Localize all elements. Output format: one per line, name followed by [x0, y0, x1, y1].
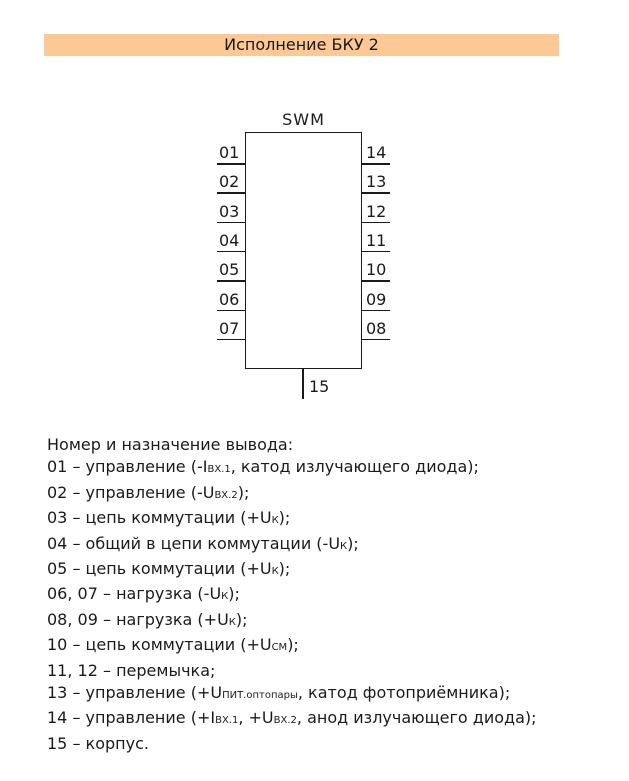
- title-banner: [44, 34, 559, 56]
- pin-label-08: 08: [366, 318, 387, 338]
- note-line: 05 – цепь коммутации (+UК);: [47, 559, 291, 579]
- note-line: 08, 09 – нагрузка (+UК);: [47, 609, 248, 629]
- note-line: 10 – цепь коммутации (+UСМ);: [47, 635, 299, 655]
- pin-label-03: 03: [219, 201, 240, 221]
- chip-name: SWM: [282, 110, 325, 129]
- note-line: 13 – управление (+UПИТ.оптопары, катод фотоприёмника);: [47, 683, 511, 703]
- notes-heading: Номер и назначение вывода:: [47, 435, 294, 454]
- pin-label-04: 04: [219, 230, 240, 250]
- pin-label-05: 05: [219, 260, 240, 280]
- pin-label-12: 12: [366, 201, 387, 221]
- pin-label-10: 10: [366, 260, 387, 280]
- note-line: 03 – цепь коммутации (+UК);: [47, 508, 291, 528]
- note-line: 04 – общий в цепи коммутации (-UК);: [47, 533, 359, 553]
- pin-line-01: [217, 163, 245, 165]
- pin-line-12: [362, 222, 390, 224]
- note-line: 01 – управление (-IВХ.1, катод излучающего диода);: [47, 457, 479, 477]
- notes-list: [47, 456, 537, 755]
- pin-label-13: 13: [366, 172, 387, 192]
- pin-label-09: 09: [366, 289, 387, 309]
- pin-line-02: [217, 192, 245, 194]
- pin-line-14: [362, 163, 390, 165]
- pin-label-07: 07: [219, 318, 240, 338]
- pin-line-08: [362, 339, 390, 341]
- note-line: 15 – корпус.: [47, 733, 149, 753]
- pin-line-09: [362, 310, 390, 312]
- chip-body: [245, 132, 362, 369]
- pin-line-05: [217, 280, 245, 282]
- pin-line-03: [217, 222, 245, 224]
- pin-line-06: [217, 310, 245, 312]
- pin-line-11: [362, 251, 390, 253]
- pin-label-02: 02: [219, 172, 240, 192]
- pin-line-13: [362, 192, 390, 194]
- pin-15-label: 15: [309, 377, 330, 396]
- pin-label-14: 14: [366, 143, 387, 162]
- note-line: 14 – управление (+IВХ.1, +UВХ.2, анод излучающего диода);: [47, 708, 537, 728]
- pin-15-lead: [302, 369, 304, 399]
- pin-label-06: 06: [219, 289, 240, 309]
- diagram-title: Исполнение БКУ 2: [224, 35, 379, 54]
- note-line: 06, 07 – нагрузка (-UК);: [47, 584, 240, 604]
- pin-line-04: [217, 251, 245, 253]
- note-line: 02 – управление (-UВХ.2);: [47, 482, 250, 502]
- pin-line-10: [362, 280, 390, 282]
- pin-label-01: 01: [219, 143, 240, 162]
- pin-label-11: 11: [366, 230, 387, 250]
- pin-line-07: [217, 339, 245, 341]
- note-line: 11, 12 – перемычка;: [47, 660, 216, 680]
- pin-notes: [47, 434, 537, 755]
